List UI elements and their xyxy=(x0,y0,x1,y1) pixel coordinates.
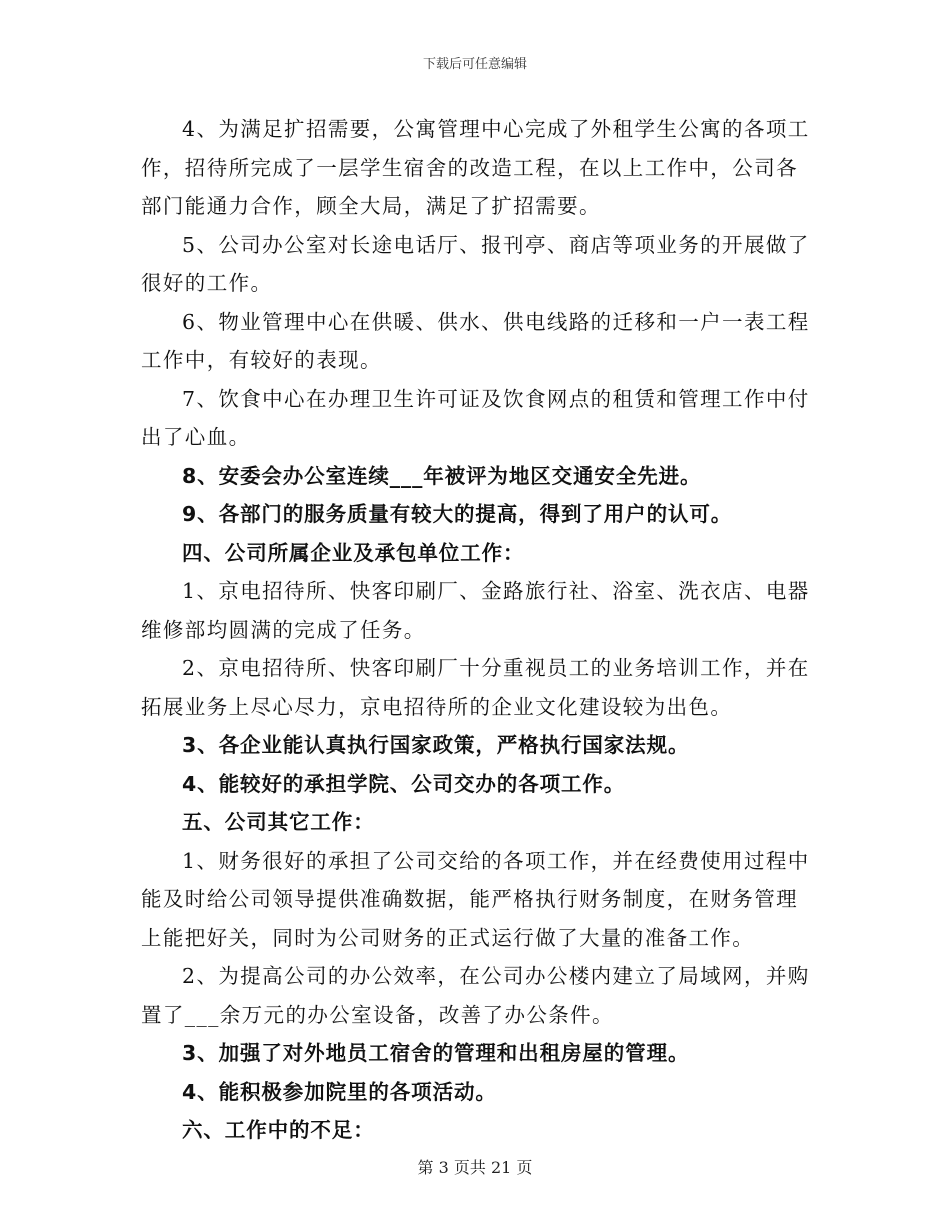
paragraph-line: 2、京电招待所、快客印刷厂十分重视员工的业务培训工作，并在 xyxy=(182,656,810,680)
paragraph-line: 上能把好关，同时为公司财务的正式运行做了大量的准备工作。 xyxy=(141,925,755,950)
paragraph-line: 部门能通力合作，顾全大局，满足了扩招需要。 xyxy=(141,194,601,218)
paragraph-line: 拓展业务上尽心尽力，京电招待所的企业文化建设较为出色。 xyxy=(141,694,733,719)
paragraph xyxy=(141,957,809,1034)
paragraph xyxy=(141,457,809,496)
paragraph xyxy=(141,572,809,649)
paragraph-line: 工作中，有较好的表现。 xyxy=(141,348,382,372)
paragraph xyxy=(141,110,809,226)
paragraph-line: 出了心血。 xyxy=(141,425,251,449)
paragraph-line: 五、公司其它工作： xyxy=(182,810,375,834)
paragraph xyxy=(141,303,809,380)
paragraph-line: 9、各部门的服务质量有较大的提高，得到了用户的认可。 xyxy=(182,502,733,526)
paragraph xyxy=(141,1111,809,1150)
paragraph xyxy=(141,842,809,958)
paragraph-line: 4、能较好的承担学院、公司交办的各项工作。 xyxy=(182,771,626,796)
document-body xyxy=(141,110,809,1150)
paragraph xyxy=(141,1034,809,1073)
paragraph-line: 很好的工作。 xyxy=(141,271,273,295)
paragraph-line: 置了___余万元的办公室设备，改善了办公条件。 xyxy=(141,1002,614,1027)
paragraph xyxy=(141,726,809,765)
paragraph-line: 4、能积极参加院里的各项活动。 xyxy=(182,1079,497,1104)
paragraph-line: 1、京电招待所、快客印刷厂、金路旅行社、浴室、洗衣店、电器 xyxy=(182,579,810,603)
paragraph-line: 8、安委会办公室连续___年被评为地区交通安全先进。 xyxy=(182,463,702,488)
paragraph-line: 3、加强了对外地员工宿舍的管理和出租房屋的管理。 xyxy=(182,1041,690,1065)
paragraph-line: 1、财务很好的承担了公司交给的各项工作，并在经费使用过程中 xyxy=(182,848,810,873)
paragraph-line: 能及时给公司领导提供准确数据，能严格执行财务制度，在财务管理 xyxy=(141,887,798,911)
paragraph-line: 维修部均圆满的完成了任务。 xyxy=(141,617,426,642)
paragraph-line: 4、为满足扩招需要，公寓管理中心完成了外租学生公寓的各项工 xyxy=(182,117,810,141)
paragraph xyxy=(141,1073,809,1112)
paragraph-line: 6、物业管理中心在供暖、供水、供电线路的迁移和一户一表工程 xyxy=(182,309,810,334)
paragraph xyxy=(141,495,809,534)
paragraph xyxy=(141,226,809,303)
paragraph xyxy=(141,534,809,573)
paragraph-line: 作，招待所完成了一层学生宿舍的改造工程，在以上工作中，公司各 xyxy=(141,155,798,180)
paragraph xyxy=(141,765,809,804)
paragraph xyxy=(141,803,809,842)
paragraph-line: 四、公司所属企业及承包单位工作： xyxy=(182,540,525,565)
page-footer: 第 3 页共 21 页 xyxy=(417,1158,533,1177)
paragraph xyxy=(141,380,809,457)
paragraph-line: 2、为提高公司的办公效率，在公司办公楼内建立了局域网，并购 xyxy=(182,964,810,988)
paragraph-line: 5、公司办公室对长途电话厅、报刊亭、商店等项业务的开展做了 xyxy=(182,232,810,257)
paragraph xyxy=(141,649,809,726)
paragraph-line: 六、工作中的不足： xyxy=(182,1118,375,1142)
paragraph-line: 3、各企业能认真执行国家政策，严格执行国家法规。 xyxy=(182,733,690,757)
page-header: 下载后可任意编辑 xyxy=(422,57,527,72)
paragraph-line: 7、饮食中心在办理卫生许可证及饮食网点的租赁和管理工作中付 xyxy=(182,386,810,411)
